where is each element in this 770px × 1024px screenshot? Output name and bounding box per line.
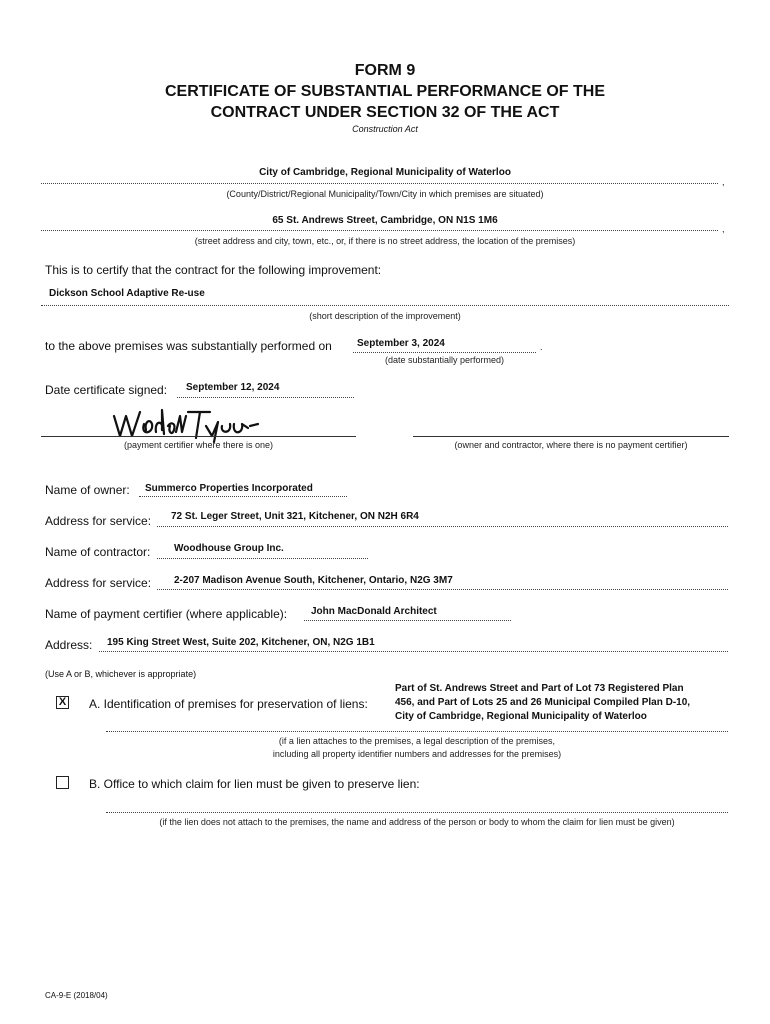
signature-right-caption: (owner and contractor, where there is no payment certifier) [454,440,688,450]
certifier-address-value[interactable]: 195 King Street West, Suite 202, Kitchener, ON, N2G 1B1 [107,637,375,648]
contractor-address-line [157,589,728,590]
option-a-caption-line1: (if a lien attaches to the premises, a legal description of the premises, [278,736,556,746]
contractor-value[interactable]: Woodhouse Group Inc. [174,543,284,554]
form-title-line2: CONTRACT UNDER SECTION 32 OF THE ACT [210,104,560,121]
owner-label: Name of owner: [45,483,130,497]
owner-line [139,496,347,497]
signed-date-value[interactable]: September 12, 2024 [186,382,280,393]
municipality-line [41,183,718,184]
period: . [540,342,543,352]
option-a-value-line2[interactable]: 456, and Part of Lots 25 and 26 Municipal Compiled Plan D-10, [395,697,691,708]
performed-date-line [353,352,536,353]
contractor-address-label: Address for service: [45,576,152,590]
premises-address-value[interactable]: 65 St. Andrews Street, Cambridge, ON N1S 1M6 [272,215,498,226]
performed-caption: (date substantially performed) [384,355,505,365]
option-b-checkbox[interactable] [56,776,69,789]
contractor-line [157,558,368,559]
owner-address-line [157,526,728,527]
owner-address-label: Address for service: [45,514,152,528]
use-note: (Use A or B, whichever is appropriate) [45,669,197,679]
option-a-label: A. Identification of premises for preservation of liens: [89,697,368,711]
improvement-line [41,305,729,306]
option-b-caption: (if the lien does not attach to the premises, the name and address of the person or body to whom the claim for lien must be given) [159,817,675,827]
premises-address-caption: (street address and city, town, etc., or, if there is no street address, the location of the premises) [194,236,576,246]
contractor-label: Name of contractor: [45,545,151,559]
premises-address-line [41,230,718,231]
option-a-value-line3[interactable]: City of Cambridge, Regional Municipality of Waterloo [395,711,647,722]
certify-text: This is to certify that the contract for the following improvement: [45,263,382,277]
owner-address-value[interactable]: 72 St. Leger Street, Unit 321, Kitchener, ON N2H 6R4 [171,511,419,522]
performed-date-value[interactable]: September 3, 2024 [357,338,445,349]
comma: , [722,224,725,234]
option-b-label: B. Office to which claim for lien must be given to preserve lien: [89,777,420,791]
option-a-caption-line2: including all property identifier numbers and addresses for the premises) [272,749,562,759]
certifier-address-line [99,651,728,652]
municipality-value[interactable]: City of Cambridge, Regional Municipality of Waterloo [259,167,511,178]
improvement-value[interactable]: Dickson School Adaptive Re-use [49,288,205,299]
comma: , [722,177,725,187]
footer-form-code: CA-9-E (2018/04) [45,991,108,1000]
signed-label: Date certificate signed: [45,383,168,397]
form-title-line1: CERTIFICATE OF SUBSTANTIAL PERFORMANCE OF THE [165,83,605,100]
improvement-caption: (short description of the improvement) [309,311,461,321]
owner-value[interactable]: Summerco Properties Incorporated [145,483,313,494]
signature-left-caption: (payment certifier where there is one) [123,440,274,450]
municipality-caption: (County/District/Regional Municipality/Town/City in which premises are situated) [226,189,544,199]
performed-label: to the above premises was substantially performed on [45,339,332,353]
act-name: Construction Act [352,124,418,134]
option-a-line [106,731,728,732]
certifier-label: Name of payment certifier (where applicable): [45,607,288,621]
signature-line-left[interactable] [41,436,356,437]
option-a-value-line1[interactable]: Part of St. Andrews Street and Part of Lot 73 Registered Plan [395,683,684,694]
signed-date-line [177,397,354,398]
certifier-value[interactable]: John MacDonald Architect [311,606,437,617]
option-b-line[interactable] [106,812,728,813]
signature-line-right[interactable] [413,436,729,437]
form-number: FORM 9 [354,62,416,79]
contractor-address-value[interactable]: 2-207 Madison Avenue South, Kitchener, Ontario, N2G 3M7 [174,575,453,586]
certifier-address-label: Address: [45,638,93,652]
certifier-line [304,620,511,621]
option-a-checkbox[interactable]: X [56,696,69,709]
